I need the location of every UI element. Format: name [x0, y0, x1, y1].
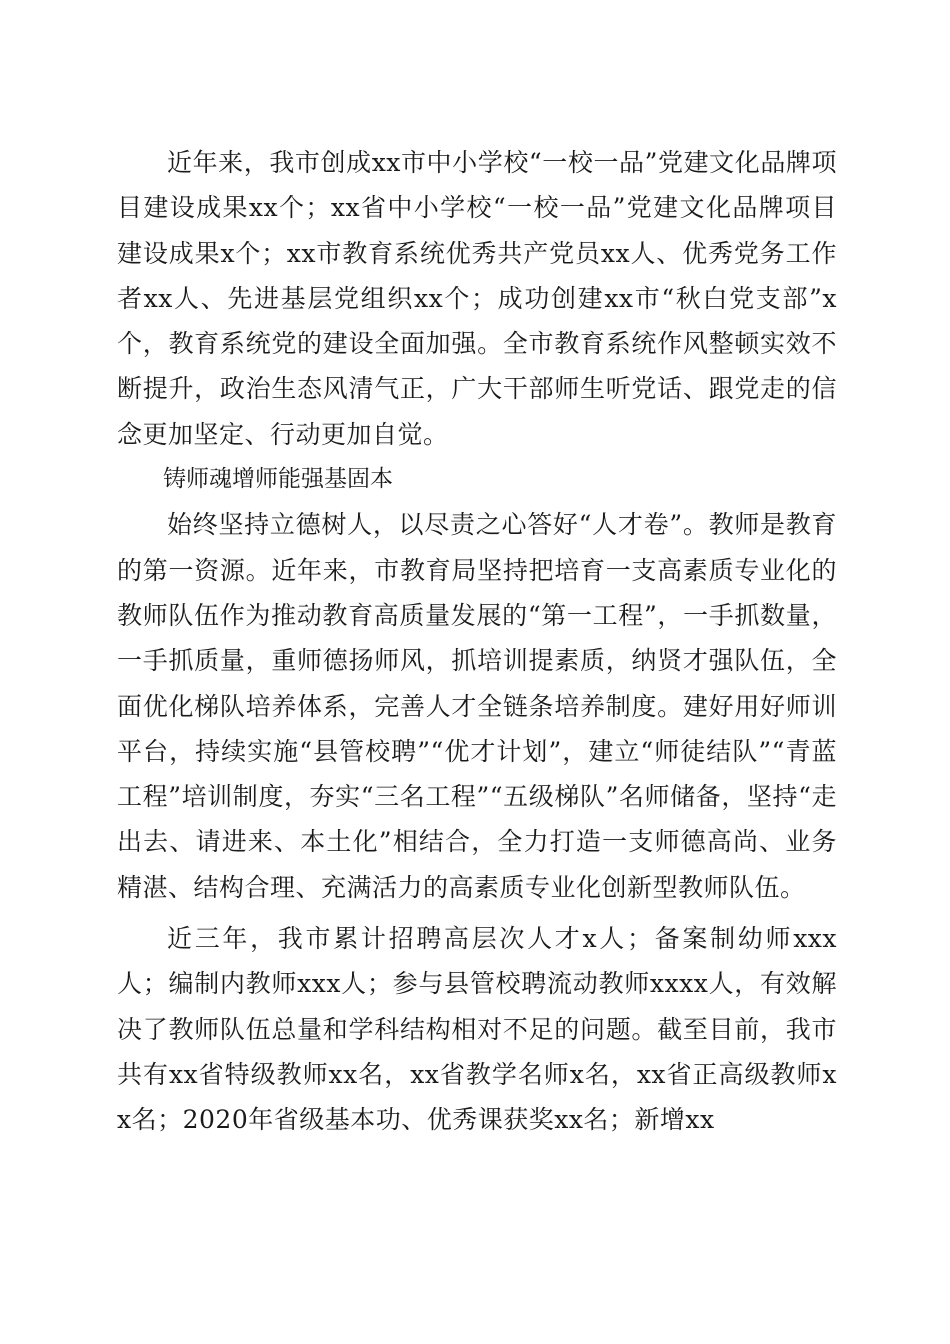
- paragraph-teacher-team-building: 始终坚持立德树人，以尽责之心答好“人才卷”。教师是教育的第一资源。近年来，市教育局坚持把培育一支高素质专业化的教师队伍作为推动教育高质量发展的“第一工程”，一手抓数量，一手抓质量，重师德扬师风，抓培训提素质，纳贤才强队伍，全面优化梯队培养体系，完善人才全链条培养制度。建好用好师训平台，持续实施“县管校聘”“优才计划”，建立“师徒结队”“青蓝工程”培训制度，夯实“三名工程”“五级梯队”名师储备，坚持“走出去、请进来、本土化”相结合，全力打造一支师德高尚、业务精湛、结构合理、充满活力的高素质专业化创新型教师队伍。: [117, 510, 837, 902]
- document-body: [117, 140, 837, 1143]
- section-heading: 铸师魂增师能强基固本: [163, 466, 393, 493]
- paragraph-party-building-results: 近年来，我市创成xx市中小学校“一校一品”党建文化品牌项目建设成果xx个；xx省中小学校“一校一品”党建文化品牌项目建设成果x个；xx市教育系统优秀共产党员xx人、优秀党务工作者xx人、先进基层党组织xx个；成功创建xx市“秋白党支部”x个，教育系统党的建设全面加强。全市教育系统作风整顿实效不断提升，政治生态风清气正，广大干部师生听党话、跟党走的信念更加坚定、行动更加自觉。: [117, 148, 837, 449]
- paragraph-recruitment-statistics: 近三年，我市累计招聘高层次人才x人；备案制幼师xxx人；编制内教师xxx人；参与县管校聘流动教师xxxx人，有效解决了教师队伍总量和学科结构相对不足的问题。截至目前，我市共有xx省特级教师xx名，xx省教学名师x名，xx省正高级教师xx名；2020年省级基本功、优秀课获奖xx名；新增xx: [117, 924, 837, 1135]
